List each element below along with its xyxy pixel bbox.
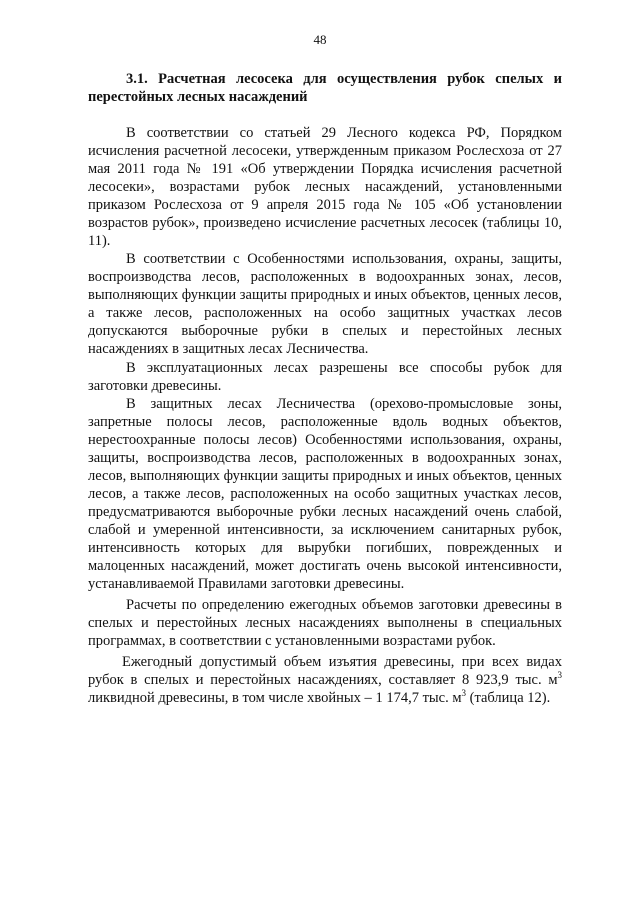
paragraph-exploitation-forests: В эксплуатационных лесах разрешены все способы рубок для заготовки древесины. bbox=[88, 360, 562, 394]
paragraph-annual-volume bbox=[88, 653, 562, 707]
volume-unit: тыс. $м^3$ bbox=[422, 688, 467, 706]
annual-volume-intro: Ежегодный допустимый объем изъятия древесины, при всех видах рубок в спелых и перестойных насаждениях, составляет bbox=[88, 654, 562, 688]
document-body bbox=[88, 124, 562, 707]
paragraph-calculation-programs: Расчеты по определению ежегодных объемов заготовки древесины в спелых и перестойных лесных насаждениях выполнены в специальных программах, в соответствии с установленными возрастами рубок. bbox=[88, 597, 562, 649]
total-volume-value: 8 923,9 bbox=[462, 672, 509, 688]
section-heading: 3.1. Расчетная лесосека для осуществления рубок спелых и перестойных лесных насаждений bbox=[88, 71, 562, 105]
conifer-volume-value: 1 174,7 bbox=[375, 690, 419, 706]
page-number: 48 bbox=[313, 32, 327, 47]
table-reference: (таблица 12). bbox=[469, 690, 551, 706]
paragraph-protective-features: В соответствии с Особенностями использования, охраны, защиты, воспроизводства лесов, расположенных в водоохранных зонах, лесов, выполняющих функции защиты природных и иных объектов, ценных лесов, а также лесов, расположенных на особо защитных участках лесов допускаются выборочные рубки в спелых и перестойных лесных насаждениях в защитных лесах Лесничества. bbox=[88, 251, 562, 357]
volume-unit: тыс. $м^3$ bbox=[515, 670, 563, 688]
annual-volume-middle: ликвидной древесины, в том числе хвойных – bbox=[88, 690, 372, 706]
paragraph-protective-forests: В защитных лесах Лесничества (орехово-промысловые зоны, запретные полосы лесов, расположенные вдоль водных объектов, нерестоохранные полосы лесов) Особенностями использования, охраны, защиты, воспроизводства лесов, расположенных в водоохранных зонах, лесов, выполняющих функции защиты природных и иных объектов, ценных лесов, а также лесов, расположенных на особо защитных участках лесов, предусматриваются выборочные рубки лесных насаждений очень слабой, слабой и умеренной интенсивности, за исключением санитарных рубок, интенсивность которых для вырубки погибших, поврежденных и малоценных насаждений, может достигать очень высокой интенсивности, устанавливаемой Правилами заготовки древесины. bbox=[88, 396, 562, 592]
paragraph-calculation-basis: В соответствии со статьей 29 Лесного кодекса РФ, Порядком исчисления расчетной лесосеки, утвержденным приказом Рослесхоза от 27 мая 2011 года № 191 «Об утверждении Порядка исчисления расчетной лесосеки», возрастами рубок лесных насаждений, установленными приказом Рослесхоза от 9 апреля 2015 года № 105 «Об установлении возрастов рубок», произведено исчисление расчетных лесосек (таблицы 10, 11). bbox=[88, 125, 562, 249]
